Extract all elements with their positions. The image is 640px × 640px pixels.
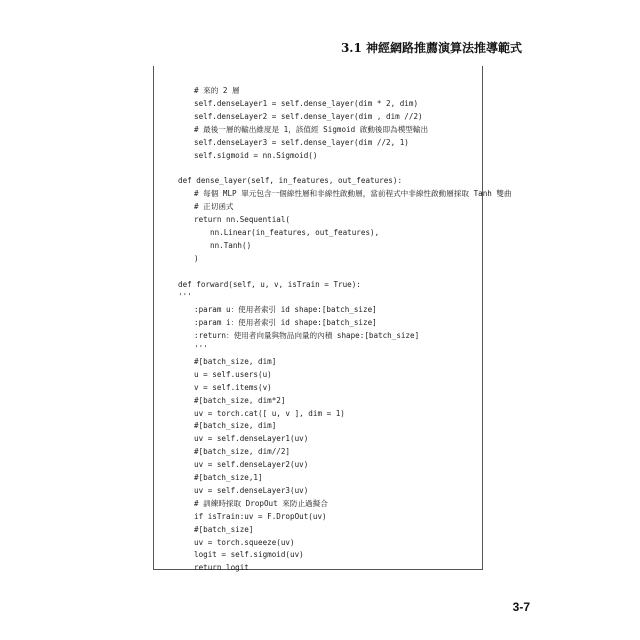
code-line: def forward(self, u, v, isTrain = True): bbox=[178, 279, 361, 289]
page-number: 3-7 bbox=[512, 600, 530, 614]
code-line: self.denseLayer2 = self.dense_layer(dim , dim //2) bbox=[194, 111, 423, 121]
code-line: ) bbox=[194, 253, 199, 263]
code-line: :return：使用者向量與物品向量的內積 shape:[batch_size] bbox=[194, 331, 420, 341]
code-line: #[batch_size, dim//2] bbox=[194, 447, 291, 457]
code-line: :param u：使用者索引 id shape:[batch_size] bbox=[194, 305, 377, 315]
code-line: self.sigmoid = nn.Sigmoid() bbox=[194, 150, 318, 160]
code-line: #[batch_size, dim*2] bbox=[194, 395, 286, 405]
code-line: if isTrain:uv = F.DropOut(uv) bbox=[194, 511, 327, 521]
code-line: #[batch_size,1] bbox=[194, 473, 263, 482]
code-line: uv = self.denseLayer2(uv) bbox=[194, 460, 309, 470]
code-line: uv = self.denseLayer1(uv) bbox=[194, 434, 309, 444]
code-line: :param i：使用者索引 id shape:[batch_size] bbox=[194, 318, 377, 328]
code-line: #[batch_size, dim] bbox=[194, 356, 277, 366]
code-line: # 正切函式 bbox=[194, 202, 234, 212]
code-line: return nn.Sequential( bbox=[194, 215, 291, 224]
code-line: uv = self.denseLayer3(uv) bbox=[194, 485, 309, 495]
code-line: # 來的 2 層 bbox=[194, 86, 240, 95]
code-line: ''' bbox=[194, 344, 208, 353]
code-line: # 訓練時採取 DropOut 來防止過擬合 bbox=[194, 498, 328, 508]
code-line: logit = self.sigmoid(uv) bbox=[194, 550, 304, 560]
code-line: nn.Linear(in_features, out_features), bbox=[210, 227, 380, 237]
page-header-title: 3.1 神經網路推薦演算法推導範式 bbox=[340, 41, 522, 55]
code-line: self.denseLayer1 = self.dense_layer(dim * 2, dim) bbox=[194, 98, 419, 108]
code-listing-box bbox=[153, 66, 512, 573]
code-line: #[batch_size, dim] bbox=[194, 421, 277, 431]
code-line: ''' bbox=[178, 292, 192, 302]
code-line: return logit bbox=[194, 563, 249, 573]
code-line: self.denseLayer3 = self.dense_layer(dim //2, 1) bbox=[194, 137, 409, 147]
code-line: #[batch_size] bbox=[194, 524, 254, 534]
code-line: nn.Tanh() bbox=[210, 240, 252, 250]
code-line: # 最後一層的輸出維度是 1，該值經 Sigmoid 啟動後即為模型輸出 bbox=[194, 124, 429, 134]
code-line: u = self.users(u) bbox=[194, 369, 272, 379]
code-line: v = self.items(v) bbox=[194, 382, 272, 392]
code-line: def dense_layer(self, in_features, out_features): bbox=[178, 176, 403, 186]
code-line: uv = torch.squeeze(uv) bbox=[194, 537, 295, 547]
code-line: # 每個 MLP 單元包含一個線性層和非線性啟動層，當前程式中非線性啟動層採取 Tanh 雙曲 bbox=[194, 189, 512, 199]
code-line: uv = torch.cat([ u, v ], dim = 1) bbox=[194, 408, 345, 418]
